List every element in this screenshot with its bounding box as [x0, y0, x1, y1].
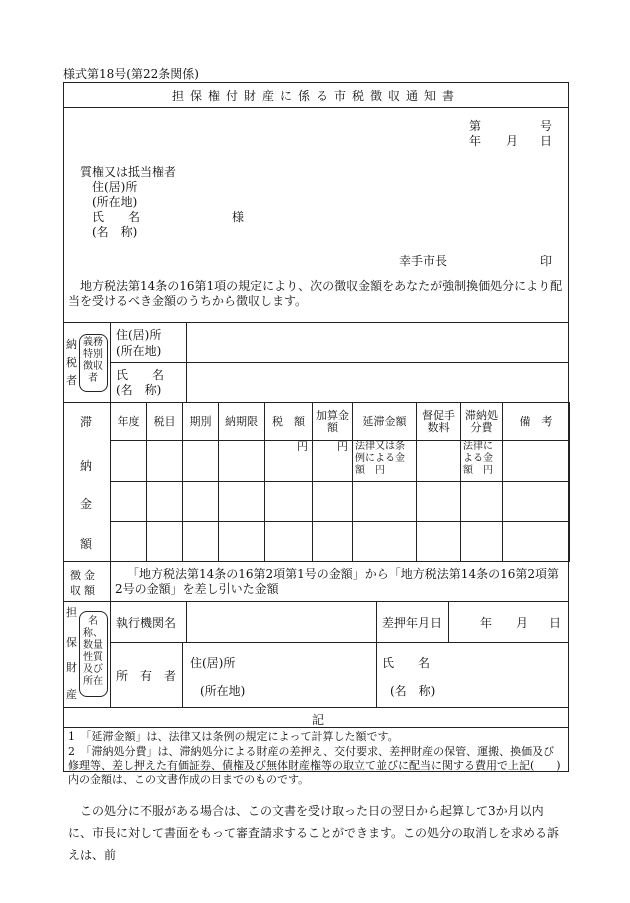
seize-month: 月 [516, 616, 529, 630]
addressee-sama: 様 [232, 210, 245, 224]
divider [63, 707, 569, 708]
divider [110, 402, 111, 561]
unit-tax-yen: 円 [265, 441, 313, 482]
exec-org-label: 執行機関名 [116, 616, 177, 630]
divider [110, 561, 111, 601]
header-late-fee: 延滞金額 [353, 403, 417, 441]
table-cell [111, 441, 147, 482]
note-1: 1 「延滞金額」は、法律又は条例の規定によって計算した額です。 [68, 730, 399, 743]
divider [63, 727, 569, 728]
table-cell [183, 522, 219, 562]
issuer: 幸手市長 [399, 254, 448, 268]
arrears-side-1: 滞 [80, 415, 93, 429]
addressee-label: 質権又は抵当権者 [80, 165, 177, 179]
arrears-table [110, 402, 569, 561]
body-text: 地方税法第14条の16第1項の規定により、次の徴収金額をあなたが強制換価処分により配当を受けるべき金額のうちから徴収します。 [68, 279, 563, 308]
arrears-side-4: 額 [80, 537, 93, 551]
header-demand-fee: 督促手数料 [417, 403, 461, 441]
divider [182, 642, 183, 707]
table-cell [461, 522, 503, 562]
arrears-side-2: 納 [80, 459, 93, 473]
note-2: 2 「滞納処分費」は、滞納処分による財産の差押え、交付要求、差押財産の保管、運搬、換価及び修理等、差し押えた有価証券、債権及び無体財産権等の取立て並びに配当に関する費用で上記( )内の金額は、この文書作成の日までのものです。 [68, 745, 561, 786]
header-additional-amount: 加算金額 [313, 403, 353, 441]
collateral-description-label: 名称、数量性質及び所在 [83, 616, 103, 687]
date-month: 月 [506, 134, 519, 148]
unit-disposition-cost: 法律による金額 円 [461, 441, 503, 482]
seize-date-label: 差押年月日 [382, 616, 443, 630]
taxpayer-name-alt: (名 称) [116, 383, 162, 397]
owner-label: 所 有 者 [116, 669, 177, 683]
doc-no-go: 号 [540, 119, 553, 133]
addressee-address-alt: (所在地) [92, 195, 138, 209]
header-remarks: 備 考 [503, 403, 570, 441]
divider [63, 107, 569, 108]
header-year: 年度 [111, 403, 147, 441]
footer-text: この処分に不服がある場合は、この文書を受け取った日の翌日から起算して3か月以内に、市長に対して書面をもって審査請求することができます。この処分の取消しを求める訴えは、前 [68, 804, 560, 862]
unit-late-fee: 法律又は条例による金額 円 [353, 441, 417, 482]
table-cell [111, 522, 147, 562]
taxpayer-address-alt: (所在地) [116, 344, 162, 358]
table-cell [183, 441, 219, 482]
collateral-side-1: 担 [66, 606, 77, 619]
date-year: 年 [469, 134, 482, 148]
seal-mark: 印 [540, 254, 553, 268]
addressee-name: 氏 名 [92, 210, 141, 224]
divider [110, 362, 569, 363]
owner-address-alt: (所在地) [200, 684, 246, 698]
divider [63, 601, 569, 602]
taxpayer-type: 義務 特別徴収者 [83, 337, 103, 384]
table-cell [353, 522, 417, 562]
divider [186, 601, 187, 642]
header-tax-item: 税目 [147, 403, 183, 441]
taxpayer-name: 氏 名 [116, 368, 165, 382]
table-cell [313, 482, 353, 522]
table-cell [503, 522, 570, 562]
divider [110, 601, 111, 707]
table-cell [265, 522, 313, 562]
taxpayer-label-1: 納 [66, 338, 77, 351]
collection-text: 「地方税法第14条の16第2項第1号の金額」から「地方税法第14条の16第2項第2号の金額」を差し引いた金額 [115, 567, 559, 596]
collateral-side-2: 保 [66, 636, 77, 649]
addressee-address: 住(居)所 [92, 180, 138, 194]
owner-name-alt: (名 称) [390, 684, 436, 698]
table-cell [417, 441, 461, 482]
taxpayer-label-2: 税 [66, 356, 77, 369]
table-cell [219, 441, 265, 482]
table-cell [147, 482, 183, 522]
table-cell [503, 482, 570, 522]
table-cell [503, 441, 570, 482]
table-cell [111, 482, 147, 522]
seize-year: 年 [480, 616, 493, 630]
divider [63, 322, 569, 323]
header-disposition-cost: 滞納処分費 [461, 403, 503, 441]
owner-name: 氏 名 [382, 656, 431, 670]
header-tax-amount: 税 額 [265, 403, 313, 441]
form-number: 様式第18号(第22条関係) [63, 67, 199, 81]
taxpayer-address: 住(居)所 [116, 328, 162, 342]
owner-address: 住(居)所 [190, 656, 236, 670]
header-due-date: 納期限 [219, 403, 265, 441]
divider [376, 601, 377, 707]
date-day: 日 [540, 134, 553, 148]
table-cell [461, 482, 503, 522]
taxpayer-label-3: 者 [66, 374, 77, 387]
table-cell [417, 522, 461, 562]
collateral-side-3: 財 [66, 661, 77, 674]
unit-additional-yen: 円 [313, 441, 353, 482]
collection-label: 徴金収額 [70, 569, 98, 597]
table-cell [313, 522, 353, 562]
table-cell [219, 522, 265, 562]
table-cell [353, 482, 417, 522]
document-title: 担保権付財産に係る市税徴収通知書 [171, 89, 460, 103]
divider [110, 642, 569, 643]
table-cell [219, 482, 265, 522]
collateral-side-4: 産 [66, 688, 77, 701]
table-cell [147, 441, 183, 482]
seize-day: 日 [549, 616, 562, 630]
table-cell [147, 522, 183, 562]
table-cell [417, 482, 461, 522]
divider [63, 561, 569, 562]
doc-no-dai: 第 [469, 119, 482, 133]
table-cell [265, 482, 313, 522]
header-period: 期別 [183, 403, 219, 441]
addressee-name-alt: (名 称) [92, 225, 138, 239]
notes-heading: 記 [312, 713, 325, 727]
arrears-side-3: 金 [80, 497, 93, 511]
table-cell [183, 482, 219, 522]
divider [448, 601, 449, 642]
